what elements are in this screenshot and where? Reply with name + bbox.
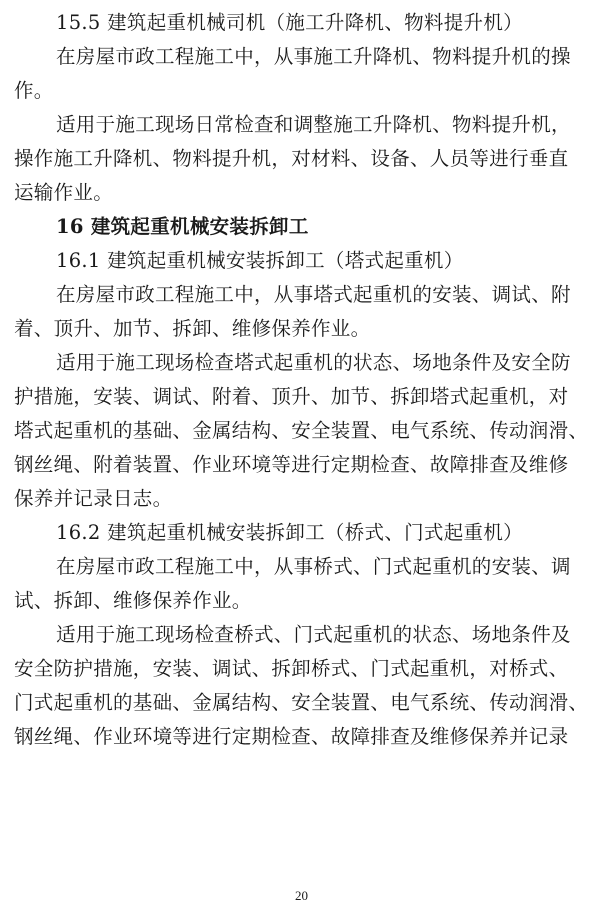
paragraph-line: 适用于施工现场检查塔式起重机的状态、场地条件及安全防 [56, 351, 571, 374]
paragraph-line: 在房屋市政工程施工中，从事施工升降机、物料提升机的操 [56, 45, 571, 68]
paragraph-line: 适用于施工现场检查桥式、门式起重机的状态、场地条件及 [56, 623, 571, 646]
paragraph-line: 塔式起重机的基础、金属结构、安全装置、电气系统、传动润滑、 [14, 419, 589, 442]
paragraph-line: 作。 [14, 79, 54, 102]
document-body [14, 6, 597, 754]
paragraph-line: 在房屋市政工程施工中，从事桥式、门式起重机的安装、调 [56, 555, 571, 578]
paragraph-line: 操作施工升降机、物料提升机，对材料、设备、人员等进行垂直 [14, 147, 569, 170]
paragraph-line: 着、顶升、加节、拆卸、维修保养作业。 [14, 317, 371, 340]
paragraph-line: 钢丝绳、附着装置、作业环境等进行定期检查、故障排查及维修 [14, 453, 569, 476]
paragraph-line: 适用于施工现场日常检查和调整施工升降机、物料提升机， [56, 113, 571, 136]
heading-16-1: 16.1 建筑起重机械安装拆卸工（塔式起重机） [56, 249, 464, 272]
page-number: 20 [295, 888, 308, 903]
paragraph-line: 钢丝绳、作业环境等进行定期检查、故障排查及维修保养并记录 [14, 725, 569, 748]
paragraph-line: 在房屋市政工程施工中，从事塔式起重机的安装、调试、附 [56, 283, 571, 306]
paragraph-line: 安全防护措施，安装、调试、拆卸桥式、门式起重机，对桥式、 [14, 657, 569, 680]
paragraph-line: 门式起重机的基础、金属结构、安全装置、电气系统、传动润滑、 [14, 691, 589, 714]
heading-16-2: 16.2 建筑起重机械安装拆卸工（桥式、门式起重机） [56, 521, 523, 544]
heading-16: 16 建筑起重机械安装拆卸工 [56, 215, 309, 238]
paragraph-line: 运输作业。 [14, 181, 114, 204]
paragraph-line: 试、拆卸、维修保养作业。 [14, 589, 252, 612]
paragraph-line: 保养并记录日志。 [14, 487, 173, 510]
paragraph-line: 护措施，安装、调试、附着、顶升、加节、拆卸塔式起重机，对 [14, 385, 569, 408]
heading-15-5: 15.5 建筑起重机械司机（施工升降机、物料提升机） [56, 11, 523, 34]
